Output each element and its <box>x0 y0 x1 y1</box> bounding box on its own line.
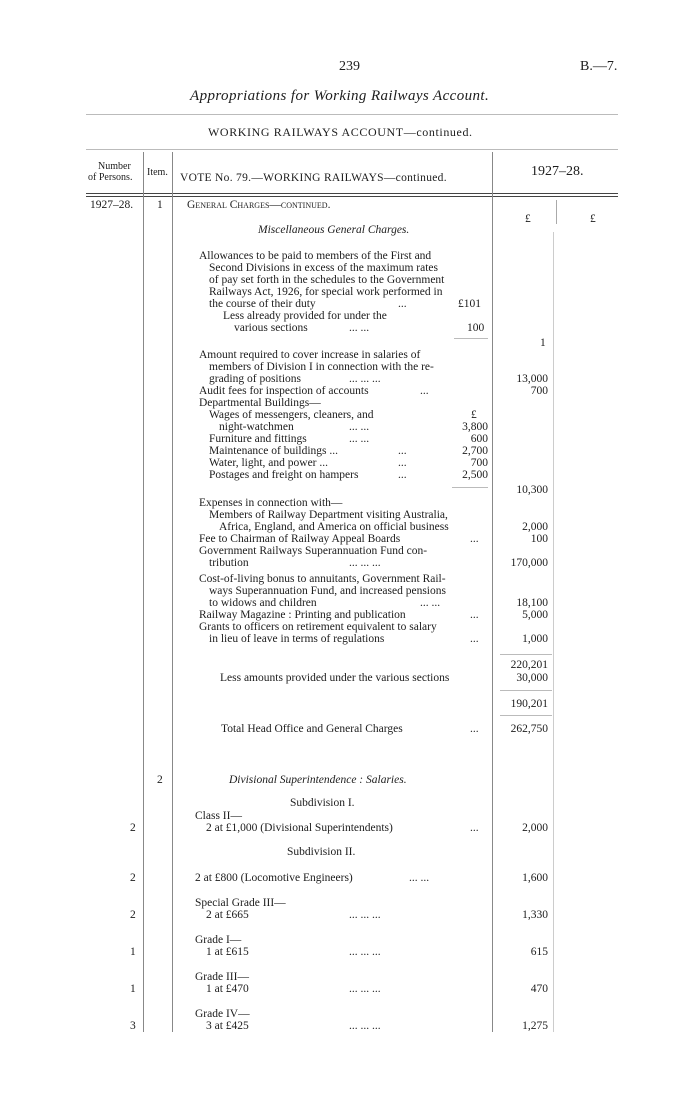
special3-amount: 1,330 <box>522 909 548 921</box>
dept-wages-amount: 3,800 <box>462 421 488 433</box>
subtotal-amount: 220,201 <box>510 659 548 671</box>
currency-col2: £ <box>590 213 596 225</box>
grade4-dots: ... ... ... <box>349 1020 381 1032</box>
class2-amount: 2,000 <box>522 822 548 834</box>
item-header: Item. <box>147 167 168 178</box>
grade3-dots: ... ... ... <box>349 983 381 995</box>
fee-label: Fee to Chairman of Railway Appeal Boards <box>199 533 401 545</box>
less-amounts-label: Less amounts provided under the various sections <box>220 672 450 684</box>
grade1-dots: ... ... ... <box>349 946 381 958</box>
title-rule <box>86 114 618 115</box>
loco-label: 2 at £800 (Locomotive Engineers) <box>195 872 353 884</box>
loco-persons: 2 <box>130 872 136 884</box>
allowances-line-3: of pay set forth in the schedules to the Government <box>209 274 445 286</box>
dept-item-2-amount: 2,700 <box>462 445 488 457</box>
audit-dots: ... <box>420 385 429 397</box>
audit-label: Audit fees for inspection of accounts <box>199 385 369 397</box>
allowances-less-dots: ... ... <box>349 322 370 334</box>
dept-item-1-label: Furniture and fittings <box>209 433 307 445</box>
col-dots: ... ... <box>420 597 441 609</box>
vote-header: VOTE No. 79.—WORKING RAILWAYS—continued. <box>180 172 447 184</box>
loco-dots: ... ... <box>409 872 430 884</box>
expenses-line-1: Members of Railway Department visiting Australia, <box>209 509 448 521</box>
grants-amount: 1,000 <box>522 633 548 645</box>
total-head-amount: 262,750 <box>510 723 548 735</box>
grants-dots: ... <box>470 633 479 645</box>
dept-item-2-dots: ... <box>398 445 407 457</box>
loco-amount: 1,600 <box>522 872 548 884</box>
net-total-amount: 190,201 <box>510 698 548 710</box>
fee-amount: 100 <box>530 533 548 545</box>
grade4-amount: 1,275 <box>522 1020 548 1032</box>
total-head-label: Total Head Office and General Charges <box>221 723 403 735</box>
special3-label: 2 at £665 <box>206 909 249 921</box>
grants-line-1: Grants to officers on retirement equivalent to salary <box>199 621 437 633</box>
amount-required-amount: 13,000 <box>516 373 548 385</box>
amount-required-dots: ... ... ... <box>349 373 381 385</box>
col-line-1: Cost-of-living bonus to annuitants, Government Rail- <box>199 573 446 585</box>
subdivision-2: Subdivision II. <box>287 846 356 858</box>
dept-item-3-dots: ... <box>398 457 407 469</box>
magazine-amount: 5,000 <box>522 609 548 621</box>
audit-amount: 700 <box>530 385 548 397</box>
allowances-less-2: various sections <box>234 322 308 334</box>
magazine-label: Railway Magazine : Printing and publication <box>199 609 406 621</box>
col-amount: 18,100 <box>516 597 548 609</box>
grade4-heading: Grade IV— <box>195 1008 250 1020</box>
account-subtitle: WORKING RAILWAYS ACCOUNT—continued. <box>208 125 473 139</box>
dept-item-4-dots: ... <box>398 469 407 481</box>
currency-col1: £ <box>525 213 531 225</box>
total-head-dots: ... <box>470 723 479 735</box>
amount-column-line <box>556 200 557 224</box>
dept-heading: Departmental Buildings— <box>199 397 321 409</box>
net-bottom-rule <box>500 715 552 716</box>
page-number: 239 <box>339 59 360 74</box>
dept-wages-2: night-watchmen <box>219 421 294 433</box>
less-amounts-amount: 30,000 <box>516 672 548 684</box>
special3-persons: 2 <box>130 909 136 921</box>
super-dots: ... ... ... <box>349 557 381 569</box>
dept-item-4-amount: 2,500 <box>462 469 488 481</box>
expenses-heading: Expenses in connection with— <box>199 497 343 509</box>
allowances-rule <box>454 338 488 339</box>
dept-wages-dots: ... ... <box>349 421 370 433</box>
subtotal-rule <box>500 654 552 655</box>
amount-required-line-1: Amount required to cover increase in salaries of <box>199 349 421 361</box>
magazine-dots: ... <box>470 609 479 621</box>
general-charges-heading: General Charges—continued. <box>187 199 331 211</box>
persons-header-1: Number <box>98 161 131 172</box>
dept-item-3-amount: 700 <box>470 457 488 469</box>
grade1-persons: 1 <box>130 946 136 958</box>
grade3-label: 1 at £470 <box>206 983 249 995</box>
dept-wages-1: Wages of messengers, cleaners, and <box>209 409 374 421</box>
dept-item-1-amount: 600 <box>470 433 488 445</box>
allowances-line-4: Railways Act, 1926, for special work performed in <box>209 286 443 298</box>
grade3-amount: 470 <box>530 983 548 995</box>
expenses-amount: 2,000 <box>522 521 548 533</box>
grade1-heading: Grade I— <box>195 934 242 946</box>
divisional-heading: Divisional Superintendence : Salaries. <box>229 774 407 786</box>
col-line-2: ways Superannuation Fund, and increased pensions <box>209 585 446 597</box>
dept-pound: £ <box>471 409 477 421</box>
dept-item-1-dots: ... ... <box>349 433 370 445</box>
item-2: 2 <box>157 774 163 786</box>
page-reference: B.—7. <box>580 59 618 74</box>
item-column-line <box>172 152 173 1032</box>
super-line-1: Government Railways Superannuation Fund con- <box>199 545 428 557</box>
year-row-item: 1 <box>157 199 163 211</box>
grade3-heading: Grade III— <box>195 971 249 983</box>
col-line-3: to widows and children <box>209 597 317 609</box>
class2-dots: ... <box>470 822 479 834</box>
page-title: Appropriations for Working Railways Account. <box>190 88 490 104</box>
fee-dots: ... <box>470 533 479 545</box>
net-rule <box>500 690 552 691</box>
expenses-line-2: Africa, England, and America on official business <box>219 521 449 533</box>
allowances-less-amount: 100 <box>467 322 485 334</box>
class2-heading: Class II— <box>195 810 242 822</box>
amount-required-line-2: members of Division I in connection with the re- <box>209 361 434 373</box>
allowances-line-1: Allowances to be paid to members of the First and <box>199 250 432 262</box>
year-row-persons: 1927–28. <box>90 199 134 211</box>
persons-header-2: of Persons. <box>88 172 133 183</box>
misc-heading: Miscellaneous General Charges. <box>258 224 410 236</box>
class2-persons: 2 <box>130 822 136 834</box>
allowances-line-5: the course of their duty <box>209 298 316 310</box>
dept-rule <box>452 487 488 488</box>
grade3-persons: 1 <box>130 983 136 995</box>
grants-line-2: in lieu of leave in terms of regulations <box>209 633 385 645</box>
dept-total: 10,300 <box>516 484 548 496</box>
special3-dots: ... ... ... <box>349 909 381 921</box>
subdivision-1: Subdivision I. <box>290 797 355 809</box>
grade1-label: 1 at £615 <box>206 946 249 958</box>
subtitle-rule <box>86 149 618 150</box>
header-bottom-rule <box>86 193 618 194</box>
dept-item-2-label: Maintenance of buildings ... <box>209 445 339 457</box>
super-line-2: tribution <box>209 557 249 569</box>
allowances-line-2: Second Divisions in excess of the maximum rates <box>209 262 439 274</box>
grade4-label: 3 at £425 <box>206 1020 249 1032</box>
amount-column-line-lower <box>553 232 554 1032</box>
allowances-less-1: Less already provided for under the <box>223 310 387 322</box>
year-header: 1927–28. <box>531 164 584 179</box>
persons-column-line <box>143 152 144 1032</box>
grade1-amount: 615 <box>530 946 548 958</box>
header-bottom-rule-2 <box>86 196 618 197</box>
class2-label: 2 at £1,000 (Divisional Superintendents) <box>206 822 393 834</box>
super-amount: 170,000 <box>510 557 548 569</box>
dept-item-3-label: Water, light, and power ... <box>209 457 329 469</box>
allowances-net: 1 <box>540 337 546 349</box>
grade4-persons: 3 <box>130 1020 136 1032</box>
allowances-amount: £101 <box>458 298 481 310</box>
dept-item-4-label: Postages and freight on hampers <box>209 469 359 481</box>
special3-heading: Special Grade III— <box>195 897 286 909</box>
allowances-dots: ... <box>398 298 407 310</box>
amount-required-line-3: grading of positions <box>209 373 301 385</box>
vote-column-line <box>492 152 493 1032</box>
